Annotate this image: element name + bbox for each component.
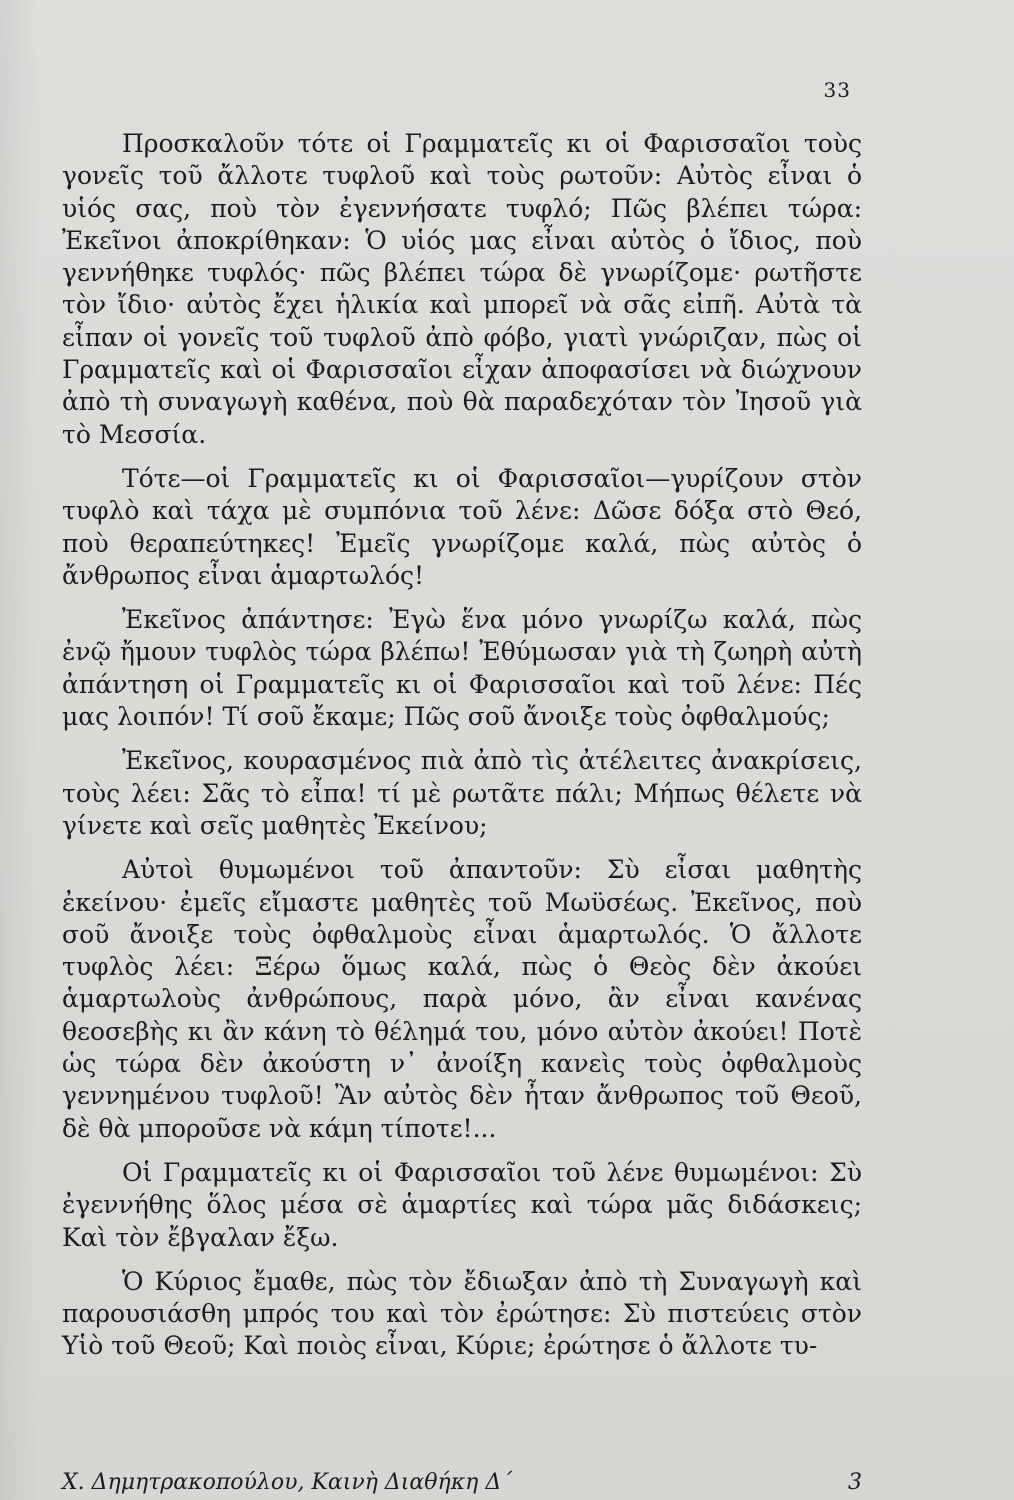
paragraph-6: Οἱ Γραμματεῖς κι οἱ Φαρισσαῖοι τοῦ λένε θυμωμένοι: Σὺ ἐγεννήθης ὅλος μέσα σὲ ἁμαρτίες καὶ τώρα μᾶς διδάσκεις; Καὶ τὸν ἔβγαλαν ἔξω.	[62, 1157, 862, 1252]
page-body	[62, 128, 862, 1375]
signature-footer	[62, 1470, 862, 1495]
signature-line: Χ. Δημητρακοπούλου, Καινὴ Διαθήκη Δ΄	[62, 1470, 513, 1495]
paragraph-4: Ἐκεῖνος, κουρασμένος πιὰ ἀπὸ τὶς ἀτέλειτες ἀνακρίσεις, τοὺς λέει: Σᾶς τὸ εἶπα! τί μὲ ρωτᾶτε πάλι; Μήπως θέλετε νὰ γίνετε καὶ σεῖς μαθητὲς Ἐκείνου;	[62, 746, 862, 840]
paragraph-7: Ὁ Κύριος ἔμαθε, πὼς τὸν ἔδιωξαν ἀπὸ τὴ Συναγωγὴ καὶ παρουσιάσθη μπρός του καὶ τὸν ἐρώτησε: Σὺ πιστεύεις στὸν Υἱὸ τοῦ Θεοῦ; Καὶ ποιὸς εἶναι, Κύριε; ἐρώτησε ὁ ἄλλοτε τυ-	[62, 1266, 862, 1361]
paragraph-2: Τότε—οἱ Γραμματεῖς κι οἱ Φαρισσαῖοι—γυρίζουν στὸν τυφλὸ καὶ τάχα μὲ συμπόνια τοῦ λένε: Δῶσε δόξα στὸ Θεό, ποὺ θεραπεύτηκες! Ἐμεῖς γνωρίζομε καλά, πὼς αὐτὸς ὁ ἄνθρωπος εἶναι ἁμαρτωλός!	[62, 463, 862, 590]
paragraph-3: Ἐκεῖνος ἀπάντησε: Ἐγὼ ἕνα μόνο γνωρίζω καλά, πὼς ἐνῷ ἤμουν τυφλὸς τώρα βλέπω! Ἐθύμωσαν γιὰ τὴ ζωηρὴ αὐτὴ ἀπάντηση οἱ Γραμματεῖς κι οἱ Φαρισσαῖοι καὶ τοῦ λένε: Πές μας λοιπόν! Τί σοῦ ἔκαμε; Πῶς σοῦ ἄνοιξε τοὺς ὀφθαλμούς;	[62, 605, 862, 732]
page-number: 33	[823, 78, 851, 102]
page-fold-shadow	[0, 0, 40, 1500]
paragraph-5: Αὐτοὶ θυμωμένοι τοῦ ἀπαντοῦν: Σὺ εἶσαι μαθητὴς ἐκείνου· ἐμεῖς εἴμαστε μαθητὲς τοῦ Μωϋσέως. Ἐκεῖνος, ποὺ σοῦ ἄνοιξε τοὺς ὀφθαλμοὺς εἶναι ἁμαρτωλός. Ὁ ἄλλοτε τυφλὸς λέει: Ξέρω ὅμως καλά, πὼς ὁ Θεὸς δὲν ἀκούει ἁμαρτωλοὺς ἀνθρώπους, παρὰ μόνο, ἂν εἶναι κανένας θεοσεβὴς κι ἂν κάνη τὸ θέλημά του, μόνο αὐτὸν ἀκούει! Ποτὲ ὡς τώρα δὲν ἀκούστη ν᾽ ἀνοίξη κανεὶς τοὺς ὀφθαλμοὺς γεννημένου τυφλοῦ! Ἂν αὐτὸς δὲν ἦταν ἄνθρωπος τοῦ Θεοῦ, δὲ θὰ μποροῦσε νὰ κάμη τίποτε!...	[62, 855, 862, 1143]
paragraph-1: Προσκαλοῦν τότε οἱ Γραμματεῖς κι οἱ Φαρισσαῖοι τοὺς γονεῖς τοῦ ἄλλοτε τυφλοῦ καὶ τοὺς ρωτοῦν: Αὐτὸς εἶναι ὁ υἱός σας, ποὺ τὸν ἐγεννήσατε τυφλό; Πῶς βλέπει τώρα: Ἐκεῖνοι ἀποκρίθηκαν: Ὁ υἱός μας εἶναι αὐτὸς ὁ ἴδιος, ποὺ γεννήθηκε τυφλός· πῶς βλέπει τώρα δὲ γνωρίζομε· ρωτῆστε τὸν ἴδιο· αὐτὸς ἔχει ἡλικία καὶ μπορεῖ νὰ σᾶς εἰπῆ. Αὐτὰ τὰ εἶπαν οἱ γονεῖς τοῦ τυφλοῦ ἀπὸ φόβο, γιατὶ γνώριζαν, πὼς οἱ Γραμματεῖς καὶ οἱ Φαρισσαῖοι εἶχαν ἀποφασίσει νὰ διώχνουν ἀπὸ τὴ συναγωγὴ καθένα, ποὺ θὰ παραδεχόταν τὸν Ἰησοῦ γιὰ τὸ Μεσσία.	[62, 129, 862, 449]
signature-mark: 3	[848, 1470, 862, 1495]
